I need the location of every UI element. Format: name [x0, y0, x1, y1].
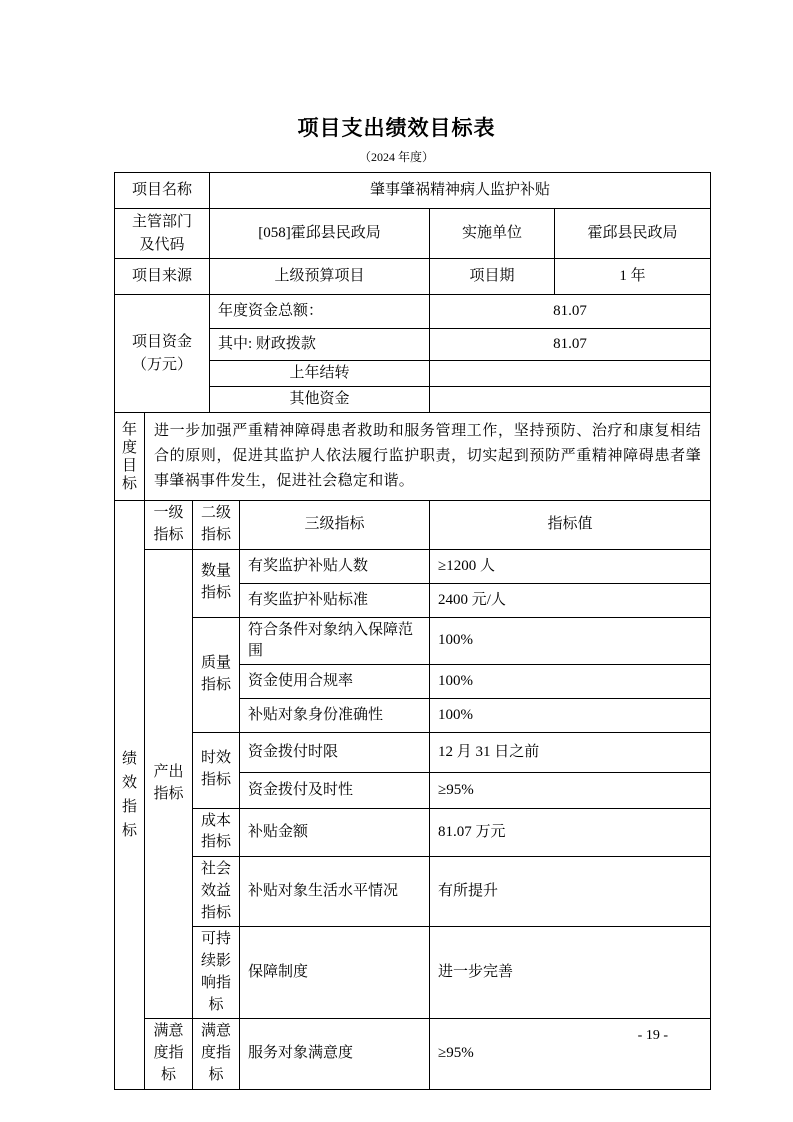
indicator-row-value: 100% — [430, 698, 711, 732]
impl-unit-value: 霍邱县民政局 — [555, 209, 711, 259]
impl-unit-label: 实施单位 — [430, 209, 555, 259]
funds-label: 项目资金（万元） — [115, 295, 210, 413]
project-name-label: 项目名称 — [115, 173, 210, 209]
indicator-row-value: 进一步完善 — [430, 927, 711, 1019]
source-value: 上级预算项目 — [210, 259, 430, 295]
funds-row-carryover-label: 上年结转 — [210, 361, 430, 387]
funds-row-other-value — [430, 387, 711, 413]
level1-output: 产出指标 — [145, 549, 193, 1019]
indicator-row-value: ≥95% — [430, 772, 711, 808]
indicator-row-value: 100% — [430, 664, 711, 698]
source-label: 项目来源 — [115, 259, 210, 295]
funds-row-fiscal-label: 其中: 财政拨款 — [210, 329, 430, 361]
indicator-row-l3: 资金使用合规率 — [240, 664, 430, 698]
header-level3: 三级指标 — [240, 501, 430, 550]
page-subtitle: （2024 年度） — [358, 150, 434, 164]
indicator-row-l3: 补贴对象身份准确性 — [240, 698, 430, 732]
period-value: 1 年 — [555, 259, 711, 295]
indicator-row-value: 有所提升 — [430, 857, 711, 927]
indicator-row-l3: 符合条件对象纳入保障范围 — [240, 617, 430, 664]
indicator-row-value: 81.07 万元 — [430, 808, 711, 857]
project-name-value: 肇事肇祸精神病人监护补贴 — [210, 173, 711, 209]
indicator-row-l3: 保障制度 — [240, 927, 430, 1019]
funds-row-carryover-value — [430, 361, 711, 387]
period-label: 项目期 — [430, 259, 555, 295]
funds-row-other-label: 其他资金 — [210, 387, 430, 413]
indicator-row-value: ≥95% — [430, 1019, 711, 1089]
level2-quantity: 数量指标 — [193, 549, 240, 617]
indicator-row-l3: 资金拨付及时性 — [240, 772, 430, 808]
indicator-row-l3: 有奖监护补贴标准 — [240, 583, 430, 617]
performance-target-table — [114, 172, 711, 1090]
funds-row-fiscal-value: 81.07 — [430, 329, 711, 361]
indicators-section-label: 绩效指标 — [115, 501, 145, 1090]
header-level1: 一级指标 — [145, 501, 193, 550]
level2-quality: 质量指标 — [193, 617, 240, 732]
dept-label: 主管部门及代码 — [115, 209, 210, 259]
indicator-row-l3: 服务对象满意度 — [240, 1019, 430, 1089]
indicator-row-value: 100% — [430, 617, 711, 664]
funds-row-total-label: 年度资金总额： — [210, 295, 430, 329]
indicator-row-l3: 有奖监护补贴人数 — [240, 549, 430, 583]
funds-row-total-value: 81.07 — [430, 295, 711, 329]
indicator-row-l3: 补贴金额 — [240, 808, 430, 857]
level2-social-benefit: 社会效益指标 — [193, 857, 240, 927]
level2-cost: 成本指标 — [193, 808, 240, 857]
level2-timeliness: 时效指标 — [193, 732, 240, 808]
page-number: - 19 - — [637, 1028, 668, 1043]
indicator-row-value: 12 月 31 日之前 — [430, 732, 711, 772]
annual-goal-label: 年度目标 — [115, 413, 145, 501]
level2-satisfaction: 满意度指标 — [193, 1019, 240, 1089]
page-title: 项目支出绩效目标表 — [297, 117, 496, 140]
indicator-row-value: 2400 元/人 — [430, 583, 711, 617]
level1-satisfaction: 满意度指标 — [145, 1019, 193, 1089]
indicator-row-l3: 资金拨付时限 — [240, 732, 430, 772]
level2-sustainability: 可持续影响指标 — [193, 927, 240, 1019]
indicator-row-value: ≥1200 人 — [430, 549, 711, 583]
annual-goal-text: 进一步加强严重精神障碍患者救助和服务管理工作，坚持预防、治疗和康复相结合的原则，促进其监护人依法履行监护职责，切实起到预防严重精神障碍患者肇事肇祸事件发生，促进社会稳定和谐。 — [145, 413, 711, 501]
indicator-row-l3: 补贴对象生活水平情况 — [240, 857, 430, 927]
header-level2: 二级指标 — [193, 501, 240, 550]
dept-value: [058]霍邱县民政局 — [210, 209, 430, 259]
header-value: 指标值 — [430, 501, 711, 550]
